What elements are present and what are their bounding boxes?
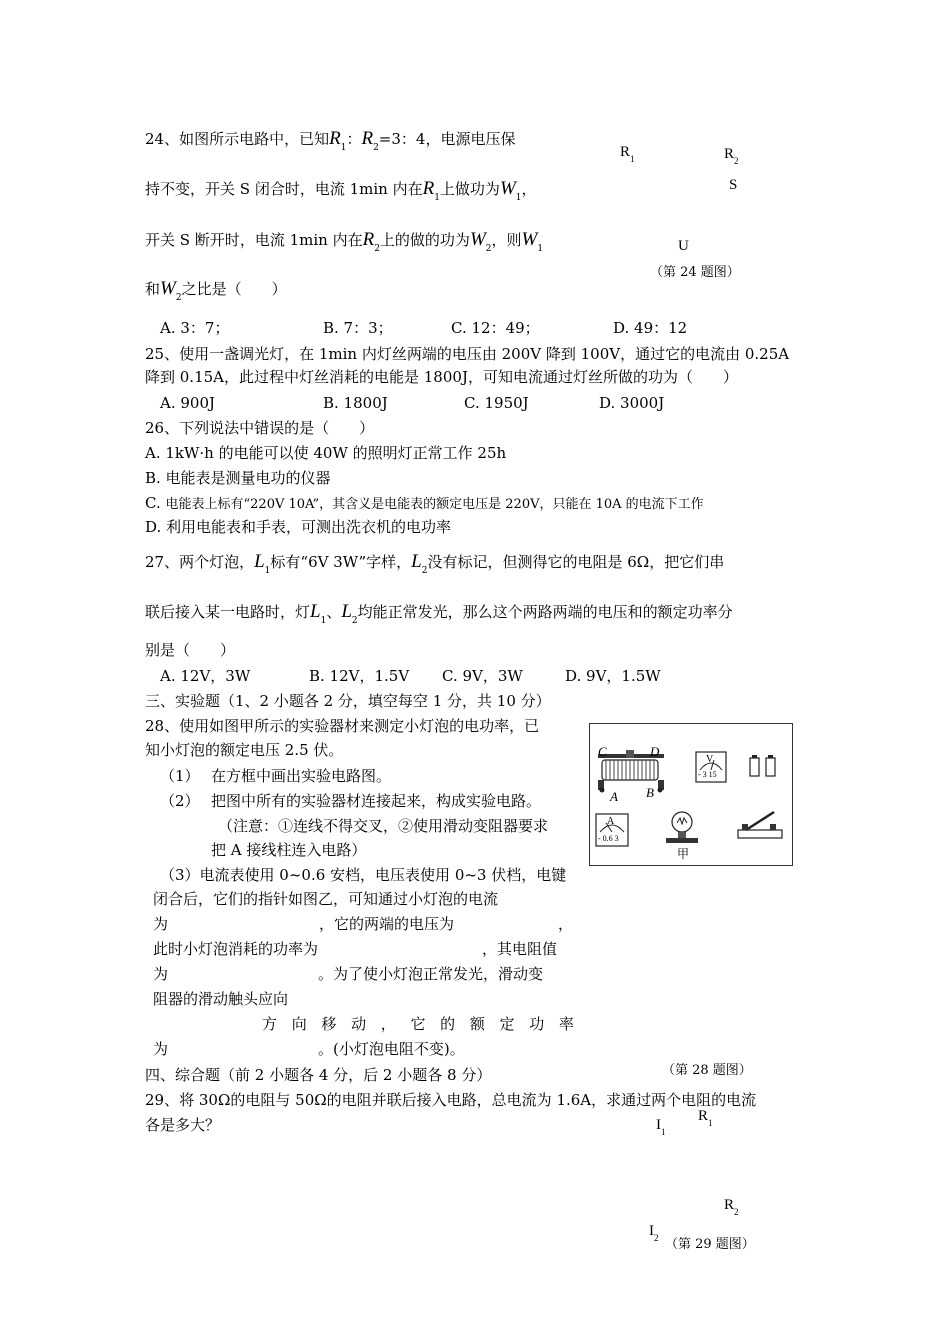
fig29-i2-label: $I_2$ <box>649 1223 659 1243</box>
fig28-label-b: B <box>646 785 654 800</box>
q25-option-a: A. 900J <box>160 394 216 412</box>
fig29-caption: （第 29 题图） <box>665 1237 755 1252</box>
fig29-r1-label: $R_1$ <box>698 1108 713 1128</box>
fig29-r2-label: $R_2$ <box>724 1197 739 1217</box>
q29-line1: 29、将 30Ω的电阻与 50Ω的电阻并联后接入电路，总电流为 1.6A，求通过两个电阻的电流 <box>145 1091 757 1109</box>
q25-option-c: C. 1950J <box>464 394 529 412</box>
switch-icon <box>738 812 782 838</box>
section-3-heading: 三、实验题（1、2 小题各 2 分，填空每空 1 分，共 10 分） <box>145 692 551 710</box>
q28-item3-line3: 为 ，它的两端的电压为 ， <box>153 915 573 933</box>
q28-item3-line8: 为 。(小灯泡电阻不变)。 <box>153 1040 465 1058</box>
q28-item3-line5: 为 。为了使小灯泡正常发光，滑动变 <box>153 965 544 983</box>
q27-option-c: C. 9V，3W <box>442 667 523 685</box>
q28-item2-number: （2） <box>160 792 200 810</box>
fig24-r2-label: $R_2$ <box>724 146 739 166</box>
fig28-label-a: A <box>610 789 618 804</box>
q24-option-d: D. 49：12 <box>613 319 688 337</box>
q28-item3-line4: 此时小灯泡消耗的功率为 ，其电阻值 <box>153 940 558 958</box>
q28-line1: 28、使用如图甲所示的实验器材来测定小灯泡的电功率，已 <box>145 717 540 735</box>
q27-line2: 联后接入某一电路时，灯$L_1$、$L_2$均能正常发光，那么这个两路两端的电压和的额定功率分 <box>145 601 733 626</box>
bulb-icon <box>666 812 698 843</box>
q24-line4: 和$W_2$之比是（ ） <box>145 278 287 303</box>
fig24-r1-label: $R_1$ <box>620 144 635 164</box>
q25-line2: 降到 0.15A，此过程中灯丝消耗的电能是 1800J，可知电流通过灯丝所做的功为（ ） <box>145 368 738 386</box>
fig28-ammeter-letter: A <box>607 816 615 827</box>
fig28-voltmeter-scale: - 3 15 <box>698 770 717 779</box>
q28-item1-number: （1） <box>160 767 200 785</box>
fig29-i1-label: $I_1$ <box>656 1117 666 1137</box>
fig28-label-d: D <box>650 744 660 759</box>
q28-line2: 知小灯泡的额定电压 2.5 伏。 <box>145 741 344 759</box>
q27-line1: 27、两个灯泡，$L_1$标有“6V 3W”字样，$L_2$没有标记，但测得它的电阻是 6Ω，把它们串 <box>145 551 725 576</box>
q24-line3: 开关 S 断开时，电流 1min 内在$R_2$上的做的功为$W_2$，则$W_1$ <box>145 229 544 254</box>
q28-item3-line6: 阻器的滑动触头应向 <box>153 990 289 1008</box>
q27-option-b: B. 12V，1.5V <box>309 667 410 685</box>
q28-item3-line1: （3）电流表使用 0~0.6 安档，电压表使用 0~3 伏档，电键 <box>160 866 567 884</box>
q28-item3-line7: 方 向 移 动 ， 它 的 额 定 功 率 <box>262 1015 574 1033</box>
q25-option-b: B. 1800J <box>323 394 388 412</box>
fig28-caption: （第 28 题图） <box>662 1063 752 1078</box>
q24-line1: 24、如图所示电路中，已知$R_1$：$R_2=3$：4，电源电压保 <box>145 128 516 153</box>
fig28-jia-label: 甲 <box>677 847 690 861</box>
q27-option-a: A. 12V，3W <box>160 667 251 685</box>
q28-item3-line2: 闭合后，它们的指针如图乙，可知通过小灯泡的电流 <box>153 890 499 908</box>
q25-line1: 25、使用一盏调光灯，在 1min 内灯丝两端的电压由 200V 降到 100V，通过它的电流由 0.25A <box>145 345 790 363</box>
q28-item2-note: （注意：①连线不得交叉，②使用滑动变阻器要求 <box>218 817 549 835</box>
battery-icon <box>750 755 775 776</box>
q24-option-b: B. 7：3； <box>323 319 393 337</box>
q26-stem: 26、下列说法中错误的是（ ） <box>145 419 375 437</box>
q27-option-d: D. 9V，1.5W <box>565 667 661 685</box>
q28-item2-text: 把图中所有的实验器材连接起来，构成实验电路。 <box>211 792 542 810</box>
fig28-ammeter-scale: - 0.6 3 <box>598 834 619 843</box>
fig24-voltage-label: U <box>678 238 689 254</box>
q29-line2: 各是多大？ <box>145 1116 221 1134</box>
q24-option-a: A. 3：7； <box>160 319 230 337</box>
fig28-voltmeter-letter: V <box>706 754 714 765</box>
q26-option-b: B. 电能表是测量电功的仪器 <box>145 469 331 487</box>
q26-option-c: C. 电能表上标有“220V 10A”，其含义是电能表的额定电压是 220V，只能在 10A 的电流下工作 <box>145 494 704 512</box>
q26-option-d: D. 利用电能表和手表，可测出洗衣机的电功率 <box>145 518 452 536</box>
fig28-label-c: C <box>598 744 607 759</box>
section-4-heading: 四、综合题（前 2 小题各 4 分，后 2 小题各 8 分） <box>145 1066 492 1084</box>
q27-line3: 别是（ ） <box>145 641 236 659</box>
q28-item2-note2: 把 A 接线柱连入电路） <box>211 841 367 859</box>
q26-option-a: A. 1kW·h 的电能可以使 40W 的照明灯正常工作 25h <box>145 444 507 462</box>
q28-item1-text: 在方框中画出实验电路图。 <box>211 767 392 785</box>
fig28-equipment-drawing <box>590 724 792 865</box>
fig24-caption: （第 24 题图） <box>650 265 740 280</box>
fig28-equipment-frame <box>589 723 793 866</box>
fig24-switch-label: S <box>729 177 738 193</box>
q25-option-d: D. 3000J <box>599 394 665 412</box>
q24-line2: 持不变，开关 S 闭合时，电流 1min 内在$R_1$上做功为$W_1$， <box>145 178 537 203</box>
q24-option-c: C. 12：49； <box>451 319 540 337</box>
